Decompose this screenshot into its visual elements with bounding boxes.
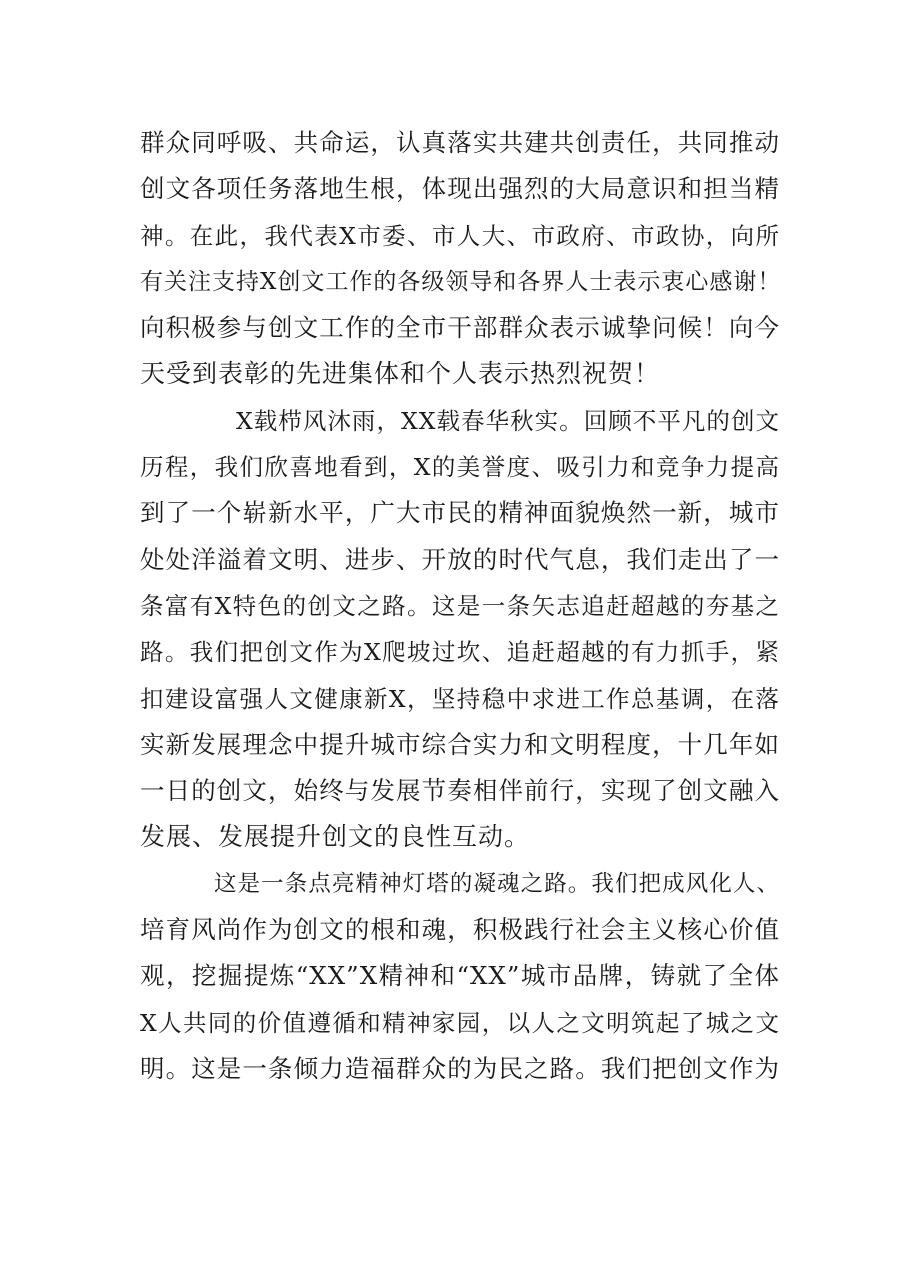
text-line: 创文各项任务落地生根，体现出强烈的大局意识和担当精 <box>140 174 780 204</box>
paragraph-3 <box>140 861 780 1092</box>
text-line: 这是一条点亮精神灯塔的凝魂之路。我们把成风化人、 <box>214 870 780 897</box>
text-line: X载栉风沐雨，XX载春华秋实。回顾不平凡的创文 <box>236 406 780 435</box>
text-line: 扣建设富强人文健康新X，坚持稳中求进工作总基调，在落 <box>140 684 780 713</box>
text-line: 历程，我们欣喜地看到，X的美誉度、吸引力和竞争力提高 <box>140 453 780 482</box>
text-line: 到了一个崭新水平，广大市民的精神面貌焕然一新，城市 <box>140 498 780 528</box>
text-line: 处处洋溢着文明、进步、开放的时代气息，我们走出了一 <box>140 544 780 574</box>
text-line: 群众同呼吸、共命运，认真落实共建共创责任，共同推动 <box>140 128 780 157</box>
document-body <box>140 120 780 1092</box>
text-line: 有关注支持X创文工作的各级领导和各界人士表示衷心感谢！ <box>140 268 782 295</box>
text-line: 实新发展理念中提升城市综合实力和文明程度，十几年如 <box>140 729 780 759</box>
text-line: 发展、发展提升创文的良性互动。 <box>140 822 531 852</box>
paragraph-1 <box>140 120 780 398</box>
text-line: 明。这是一条倾力造福群众的为民之路。我们把创文作为 <box>140 1053 780 1083</box>
text-line: 条富有X特色的创文之路。这是一条矢志追赶超越的夯基之 <box>140 591 780 620</box>
text-line: 向积极参与创文工作的全市干部群众表示诚挚问候！向今 <box>140 313 780 343</box>
text-line: 培育风尚作为创文的根和魂，积极践行社会主义核心价值 <box>140 915 780 945</box>
text-line: 路。我们把创文作为X爬坡过坎、追赶超越的有力抓手，紧 <box>140 638 780 667</box>
paragraph-2 <box>140 398 780 861</box>
text-line: 神。在此，我代表X市委、市人大、市政府、市政协，向所 <box>140 221 780 250</box>
text-line: 观，挖掘提炼“XX”X精神和“XX”城市品牌，铸就了全体 <box>140 961 780 991</box>
text-line: 一日的创文，始终与发展节奏相伴前行，实现了创文融入 <box>140 776 780 806</box>
text-line: 天受到表彰的先进集体和个人表示热烈祝贺！ <box>140 359 661 389</box>
text-line: X人共同的价值遵循和精神家园，以人之文明筑起了城之文 <box>140 1008 780 1037</box>
